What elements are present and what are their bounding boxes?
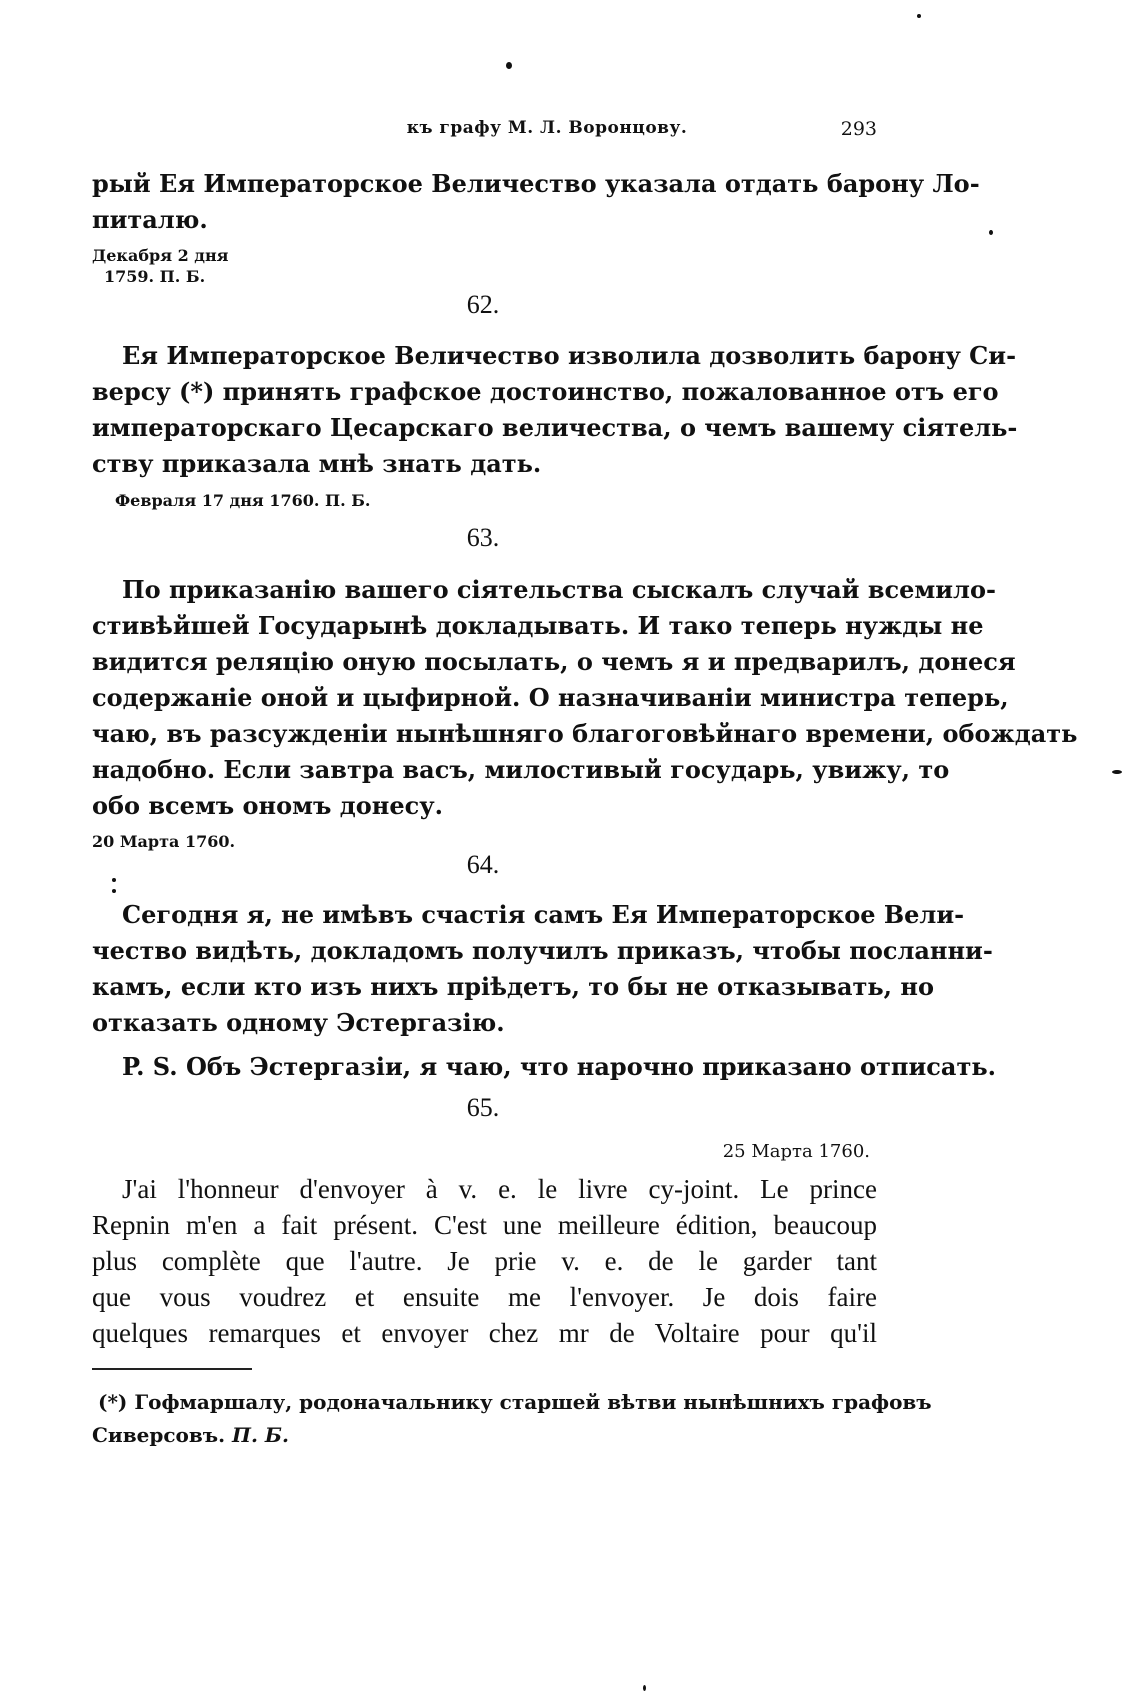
- text-line: надобно. Если завтра васъ, милостивый государь, увижу, то: [92, 755, 950, 784]
- postscript: P. S. Объ Эстергазіи, я чаю, что нарочно приказано отписать.: [122, 1052, 996, 1081]
- continuation-paragraph: [92, 166, 980, 238]
- text-line: Repnin m'en a fait présent. C'est une meilleure édition, beaucoup: [92, 1210, 877, 1240]
- text-line: версу (*) принять графское достоинство, пожалованное отъ его: [92, 377, 999, 406]
- footnote-line: (*) Гофмаршалу, родоначальнику старшей вѣтви нынѣшнихъ графовъ: [98, 1390, 932, 1414]
- page-number: 293: [840, 118, 877, 140]
- text-line: питалю.: [92, 205, 208, 234]
- entry-paragraph: [92, 897, 996, 1085]
- footnote-text: Сиверсовъ.: [92, 1423, 226, 1447]
- text-line: J'ai l'honneur d'envoyer à v. e. le livre cy-joint. Le prince: [122, 1174, 877, 1204]
- footnote-line: [92, 1419, 877, 1452]
- footnote-initials: П. Б.: [232, 1423, 289, 1447]
- scan-speck: [1112, 770, 1122, 774]
- text-line: quelques remarques et envoyer chez mr de Voltaire pour qu'il: [92, 1318, 877, 1348]
- date-note-line: Декабря 2 дня: [92, 246, 229, 265]
- date-note-line: 1759. П. Б.: [104, 267, 206, 286]
- date-note: [92, 245, 228, 287]
- running-header: [92, 118, 877, 144]
- entry-paragraph: [92, 338, 1018, 482]
- text-line: камъ, если кто изъ нихъ пріѣдетъ, то бы не отказывать, но: [92, 972, 934, 1001]
- text-line: plus complète que l'autre. Je prie v. e. de le garder tant: [92, 1246, 877, 1276]
- scan-speck: [112, 889, 116, 893]
- entry-number: 63.: [466, 523, 500, 552]
- text-line: содержаніе оной и цыфирной. О назначиваніи министра теперь,: [92, 683, 1009, 712]
- text-line: отказать одному Эстергазію.: [92, 1008, 505, 1037]
- text-line: ству приказала мнѣ знать дать.: [92, 449, 542, 478]
- footnote: [92, 1386, 932, 1452]
- text-line: Сегодня я, не имѣвъ счастія самъ Ея Императорское Вели-: [122, 900, 965, 929]
- entry-paragraph: [92, 572, 1078, 824]
- text-line: que vous voudrez et ensuite me l'envoyer. Je dois faire: [92, 1282, 877, 1312]
- text-line: чаю, въ разсужденіи нынѣшняго благоговѣйнаго времени, обождать: [92, 719, 1078, 748]
- text-line: По приказанію вашего сіятельства сыскалъ случай всемило-: [122, 575, 996, 604]
- running-title: къ графу М. Л. Воронцову.: [406, 118, 688, 138]
- entry-paragraph: [92, 1171, 877, 1351]
- text-line: видится реляцію оную посылать, о чемъ я и предварилъ, донеся: [92, 647, 1016, 676]
- entry-number: 64.: [466, 850, 500, 879]
- scan-speck: [643, 1685, 646, 1691]
- date-note: 20 Марта 1760.: [92, 832, 236, 851]
- text-line: чество видѣть, докладомъ получилъ приказъ, чтобы посланни-: [92, 936, 993, 965]
- scan-speck: [989, 230, 993, 235]
- text-line: стивѣйшей Государынѣ докладывать. И тако теперь нужды не: [92, 611, 984, 640]
- text-line: Ея Императорское Величество изволила дозволить барону Си-: [122, 341, 1017, 370]
- scan-speck: [917, 14, 921, 18]
- text-line: обо всемъ ономъ донесу.: [92, 791, 443, 820]
- text-line: рый Ея Императорское Величество указала отдать барону Ло-: [92, 169, 980, 198]
- entry-number: 65.: [466, 1093, 500, 1122]
- scan-speck: [506, 62, 512, 69]
- entry-number: 62.: [466, 290, 500, 319]
- footnote-rule: [92, 1368, 252, 1370]
- date-note: 25 Марта 1760.: [722, 1141, 870, 1162]
- date-note: Февраля 17 дня 1760. П. Б.: [115, 491, 371, 510]
- text-line: императорскаго Цесарскаго величества, о чемъ вашему сіятель-: [92, 413, 1018, 442]
